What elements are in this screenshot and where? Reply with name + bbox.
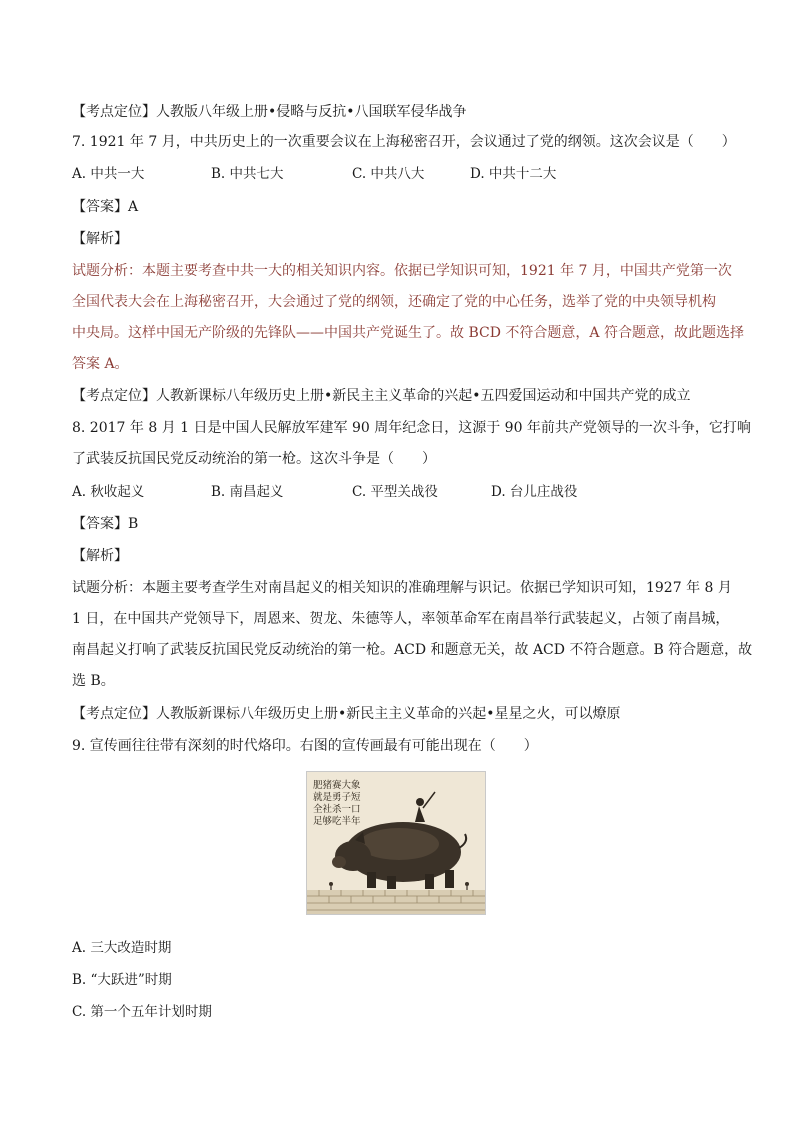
q8-analysis-line: 1 日，在中国共产党领导下，周恩来、贺龙、朱德等人，率领革命军在南昌举行武装起义，占领了南昌城，	[72, 611, 730, 627]
question-8-stem: 8. 2017 年 8 月 1 日是中国人民解放军建军 90 周年纪念日，这源于 90 年前共产党领导的一次斗争，它打响	[72, 420, 751, 436]
q9-option-b: B. “大跃进”时期	[72, 972, 172, 988]
q7-option-d: D. 中共十二大	[470, 166, 557, 182]
propaganda-poster-image	[306, 771, 486, 915]
q8-analysis-line: 试题分析：本题主要考查学生对南昌起义的相关知识的准确理解与识记。依据已学知识可知，1927 年 8 月	[72, 580, 732, 596]
q7-analysis-line: 中央局。这样中国无产阶级的先锋队——中国共产党诞生了。故 BCD 不符合题意，A 符合题意，故此题选择	[72, 325, 744, 341]
q7-jiexi-heading: 【解析】	[72, 231, 128, 247]
q7-analysis-line: 答案 A。	[72, 356, 129, 372]
q8-option-c: C. 平型关战役	[352, 484, 438, 500]
q7-option-c: C. 中共八大	[352, 166, 425, 182]
q9-option-c: C. 第一个五年计划时期	[72, 1004, 212, 1020]
q8-option-b: B. 南昌起义	[211, 484, 284, 500]
kaodian-q8: 【考点定位】人教版新课标八年级历史上册•新民主主义革命的兴起•星星之火，可以燎原	[72, 706, 621, 722]
question-7-stem: 7. 1921 年 7 月，中共历史上的一次重要会议在上海秘密召开，会议通过了党的纲领。这次会议是（ ）	[72, 134, 736, 150]
q8-option-a: A. 秋收起义	[72, 484, 145, 500]
q8-answer: 【答案】B	[72, 516, 139, 532]
q7-analysis-line: 全国代表大会在上海秘密召开，大会通过了党的纲领，还确定了党的中心任务，选举了党的中央领导机构	[72, 294, 716, 310]
question-8-stem: 了武装反抗国民党反动统治的第一枪。这次斗争是（ ）	[72, 451, 436, 467]
q9-option-a: A. 三大改造时期	[72, 940, 172, 956]
q8-option-d: D. 台儿庄战役	[491, 484, 578, 500]
q7-option-b: B. 中共七大	[211, 166, 284, 182]
q8-analysis-line: 选 B。	[72, 673, 115, 689]
q8-analysis-line: 南昌起义打响了武装反抗国民党反动统治的第一枪。ACD 和题意无关，故 ACD 不符合题意。B 符合题意，故	[72, 642, 753, 658]
poster-caption: 肥猪赛大象 就是勇子短 全社杀一口 足够吃半年	[313, 780, 361, 827]
q7-answer: 【答案】A	[72, 199, 139, 215]
question-9-stem: 9. 宣传画往往带有深刻的时代烙印。右图的宣传画最有可能出现在（ ）	[72, 738, 538, 754]
kaodian-q6: 【考点定位】人教版八年级上册•侵略与反抗•八国联军侵华战争	[72, 104, 467, 120]
kaodian-q7: 【考点定位】人教新课标八年级历史上册•新民主主义革命的兴起•五四爱国运动和中国共产党的成立	[72, 388, 691, 404]
q8-jiexi-heading: 【解析】	[72, 548, 128, 564]
q7-analysis-line: 试题分析：本题主要考查中共一大的相关知识内容。依据已学知识可知，1921 年 7 月，中国共产党第一次	[72, 263, 732, 279]
q7-option-a: A. 中共一大	[72, 166, 145, 182]
